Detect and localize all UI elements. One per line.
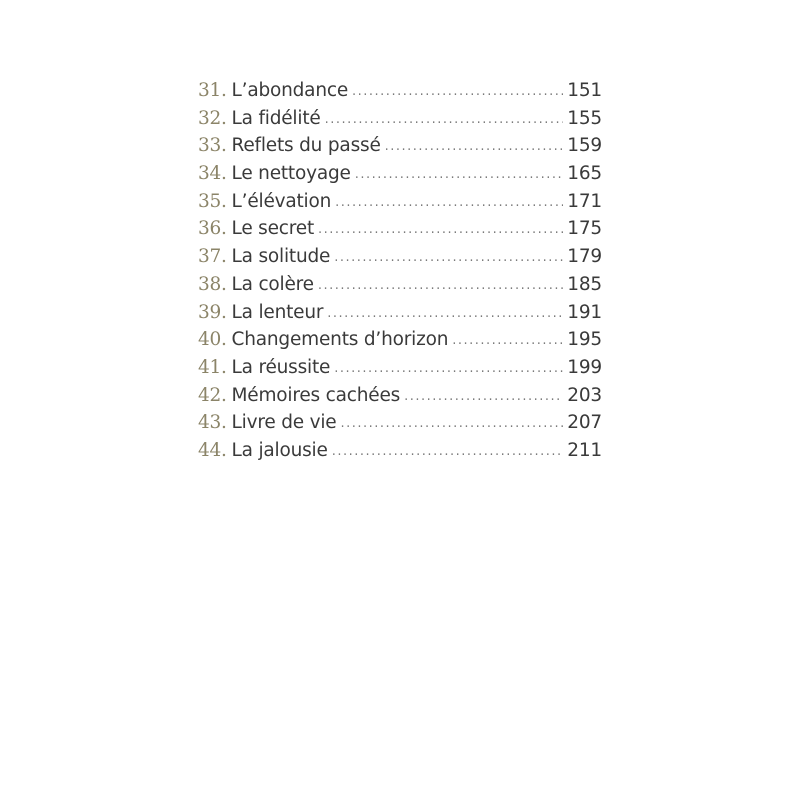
dot-leader: [334, 361, 563, 376]
toc-entry-37[interactable]: [198, 246, 602, 274]
toc-entry-page: 185: [567, 273, 602, 295]
toc-entry-page: 165: [567, 163, 602, 185]
toc-entry-number: 42.: [198, 384, 227, 406]
table-of-contents: [198, 80, 602, 468]
toc-entry-page: 195: [567, 329, 602, 351]
toc-entry-page: 203: [567, 384, 602, 406]
toc-entry-page: 207: [567, 412, 602, 434]
toc-entry-page: 199: [567, 356, 602, 378]
dot-leader: [452, 333, 563, 348]
toc-entry-31[interactable]: [198, 80, 602, 108]
toc-entry-number: 34.: [198, 163, 227, 185]
toc-entry-33[interactable]: [198, 135, 602, 163]
toc-entry-number: 33.: [198, 135, 227, 157]
toc-entry-title: Livre de vie: [231, 412, 337, 434]
toc-entry-number: 37.: [198, 246, 227, 268]
toc-entry-page: 159: [567, 135, 602, 157]
dot-leader: [318, 278, 563, 293]
toc-entry-35[interactable]: [198, 191, 602, 219]
toc-entry-title: Reflets du passé: [231, 135, 381, 157]
toc-entry-title: Le nettoyage: [231, 163, 351, 185]
toc-entry-title: La fidélité: [231, 107, 321, 129]
toc-entry-title: La solitude: [231, 246, 331, 268]
toc-entry-40[interactable]: [198, 329, 602, 357]
toc-entry-page: 175: [567, 218, 602, 240]
toc-entry-number: 40.: [198, 329, 227, 351]
dot-leader: [352, 84, 563, 99]
toc-entry-title: Mémoires cachées: [231, 384, 401, 406]
toc-entry-number: 43.: [198, 412, 227, 434]
toc-entry-number: 44.: [198, 439, 227, 461]
dot-leader: [335, 195, 563, 210]
toc-entry-page: 155: [567, 107, 602, 129]
toc-entry-34[interactable]: [198, 163, 602, 191]
toc-entry-page: 179: [567, 246, 602, 268]
dot-leader: [318, 222, 563, 237]
toc-entry-number: 32.: [198, 107, 227, 129]
dot-leader: [385, 139, 564, 154]
toc-entry-title: La colère: [231, 273, 314, 295]
dot-leader: [355, 167, 564, 182]
toc-entry-number: 36.: [198, 218, 227, 240]
toc-entry-title: L’élévation: [231, 190, 332, 212]
toc-entry-32[interactable]: [198, 108, 602, 136]
dot-leader: [404, 389, 563, 404]
toc-entry-41[interactable]: [198, 357, 602, 385]
toc-entry-number: 41.: [198, 356, 227, 378]
toc-entry-title: La jalousie: [231, 439, 328, 461]
toc-entry-number: 31.: [198, 80, 227, 101]
toc-entry-42[interactable]: [198, 385, 602, 413]
toc-entry-page: 151: [567, 80, 602, 101]
toc-entry-title: L’abondance: [231, 80, 349, 101]
dot-leader: [340, 416, 563, 431]
toc-entry-number: 39.: [198, 301, 227, 323]
dot-leader: [327, 306, 563, 321]
toc-entry-43[interactable]: [198, 412, 602, 440]
toc-entry-page: 171: [567, 190, 602, 212]
toc-entry-36[interactable]: [198, 218, 602, 246]
toc-entry-38[interactable]: [198, 274, 602, 302]
toc-entry-title: La réussite: [231, 356, 331, 378]
toc-entry-page: 211: [567, 439, 602, 461]
toc-entry-44[interactable]: [198, 440, 602, 468]
toc-entry-number: 35.: [198, 190, 227, 212]
toc-entry-39[interactable]: [198, 302, 602, 330]
toc-entry-page: 191: [567, 301, 602, 323]
toc-entry-title: La lenteur: [231, 301, 324, 323]
dot-leader: [325, 112, 564, 127]
toc-entry-title: Changements d’horizon: [231, 329, 449, 351]
toc-entry-number: 38.: [198, 273, 227, 295]
dot-leader: [334, 250, 563, 265]
toc-entry-title: Le secret: [231, 218, 315, 240]
dot-leader: [332, 444, 564, 459]
